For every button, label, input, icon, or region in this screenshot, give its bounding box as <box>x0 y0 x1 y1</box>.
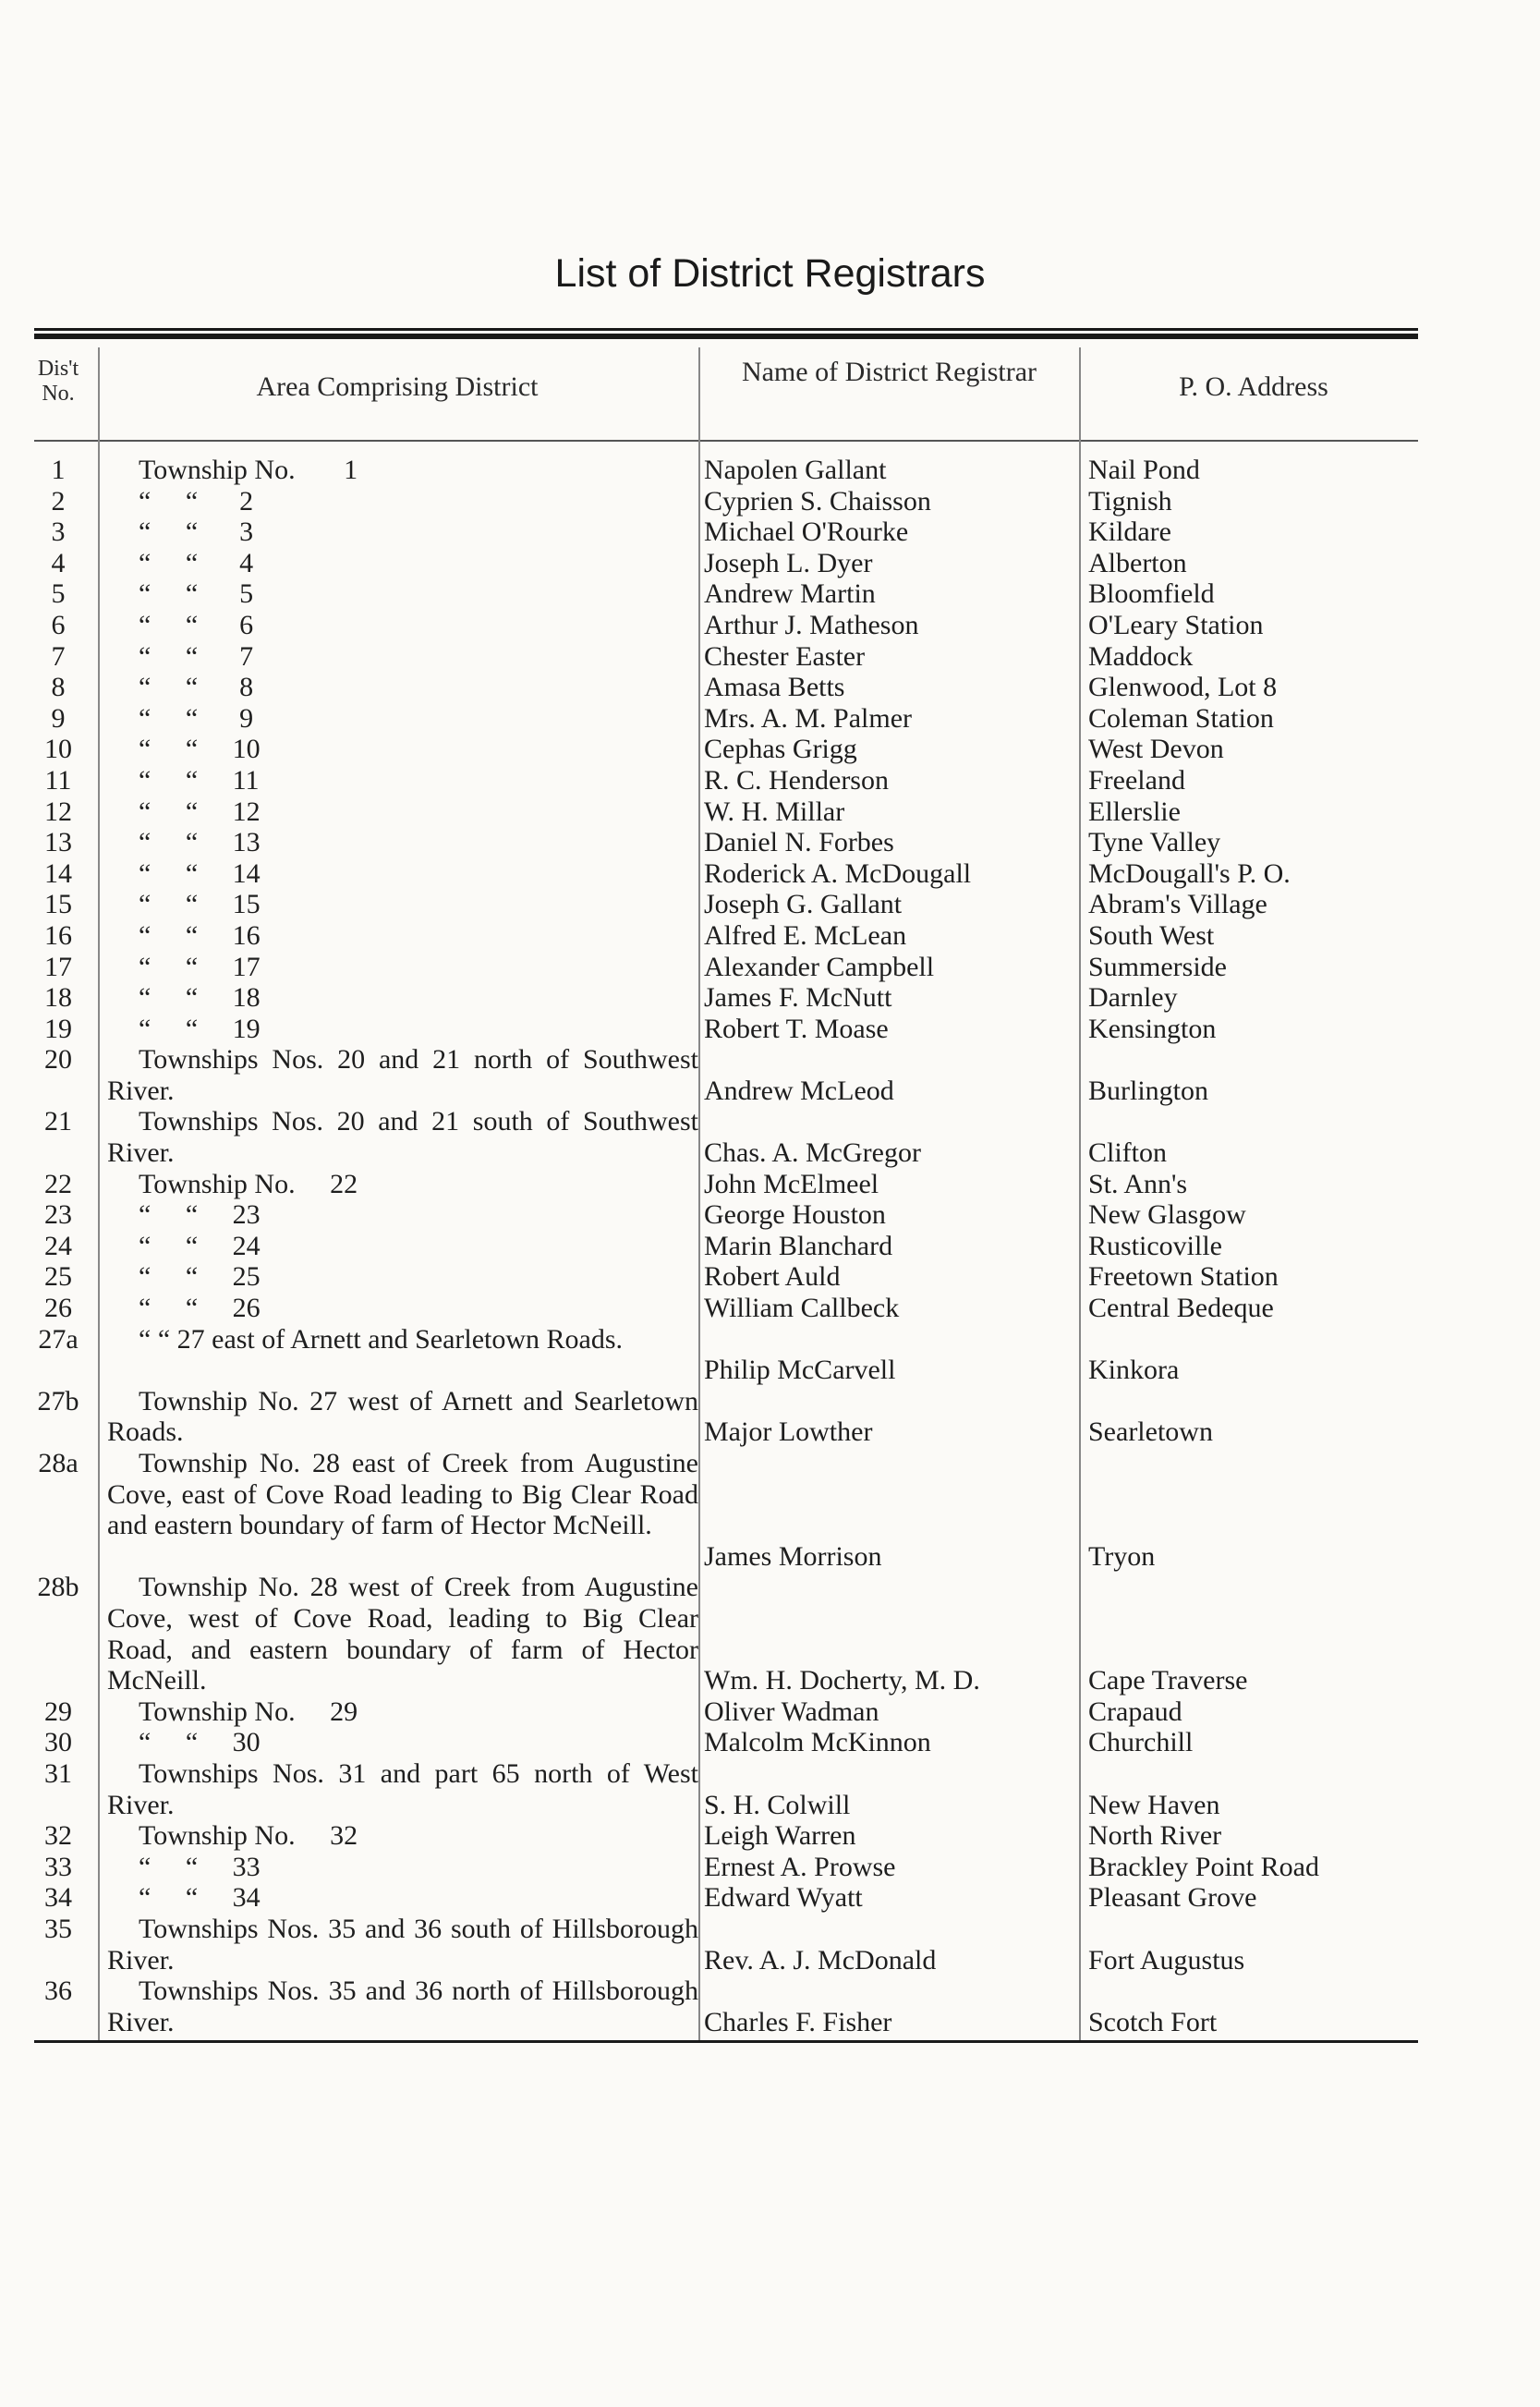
area-description: “ “ 14 <box>139 857 261 889</box>
area-description: “ “ 4 <box>139 547 254 578</box>
district-number: 22 <box>44 1168 72 1199</box>
district-number: 8 <box>51 672 66 703</box>
table-row <box>0 1852 1540 1883</box>
registrar-name: Alexander Campbell <box>704 951 935 982</box>
table-row <box>0 578 1540 610</box>
table-row <box>0 1106 1540 1168</box>
po-address: Searletown <box>1088 1416 1213 1448</box>
table-row <box>0 455 1540 486</box>
registrar-name: Napolen Gallant <box>704 455 887 485</box>
registrar-name: Charles F. Fisher <box>704 2006 892 2037</box>
table-row <box>0 765 1540 796</box>
district-number: 20 <box>44 1044 72 1076</box>
area-description: “ “ 3 <box>139 517 254 548</box>
table-row <box>0 827 1540 858</box>
po-address: Crapaud <box>1088 1696 1182 1727</box>
po-address: Burlington <box>1088 1075 1209 1106</box>
area-description: “ “ 9 <box>139 702 254 734</box>
district-number: 15 <box>44 889 72 920</box>
area-description: “ “ 8 <box>139 672 254 703</box>
area-description: “ “ 16 <box>139 919 261 951</box>
po-address: Bloomfield <box>1088 578 1215 610</box>
district-number: 9 <box>51 702 66 734</box>
po-address: New Glasgow <box>1088 1199 1246 1231</box>
registrar-name: Oliver Wadman <box>704 1696 879 1727</box>
district-number: 7 <box>51 640 66 672</box>
table-row <box>0 1914 1540 1975</box>
area-description: “ “ 6 <box>139 609 254 640</box>
po-address: Freeland <box>1088 764 1185 796</box>
table-row <box>0 920 1540 952</box>
district-number: 25 <box>44 1261 72 1293</box>
registrar-name: Joseph L. Dyer <box>704 547 873 578</box>
area-description: “ “ 15 <box>139 889 261 920</box>
area-description: Township No. 1 <box>139 455 358 485</box>
area-description: “ “ 33 <box>139 1851 261 1882</box>
column-header-address: P. O. Address <box>1179 371 1328 402</box>
area-description: “ “ 13 <box>139 827 261 858</box>
area-description: Townships Nos. 20 and 21 north of Southwest River. <box>107 1044 698 1106</box>
bottom-rule <box>34 2040 1418 2043</box>
column-header-district-no: Dis't No. <box>37 357 79 406</box>
po-address: Tignish <box>1088 485 1172 517</box>
table-row <box>0 1231 1540 1262</box>
district-number: 16 <box>44 919 72 951</box>
registrar-name: Cyprien S. Chaisson <box>704 485 931 517</box>
table-row <box>0 982 1540 1014</box>
registrar-name: W. H. Millar <box>704 796 845 827</box>
registrar-name: Ernest A. Prowse <box>704 1851 896 1882</box>
table-row <box>0 610 1540 641</box>
table-row <box>0 1261 1540 1293</box>
district-number: 5 <box>51 578 66 610</box>
po-address: West Devon <box>1088 734 1224 765</box>
table-row <box>0 548 1540 579</box>
table-row <box>0 1572 1540 1696</box>
area-description: Township No. 28 west of Creek from Augustine Cove, west of Cove Road, leading to Big Clear Road, and eastern boundary of farm of Hector McNeill. <box>107 1572 698 1696</box>
po-address: Scotch Fort <box>1088 2006 1218 2037</box>
po-address: Clifton <box>1088 1137 1168 1169</box>
district-number: 27b <box>37 1385 79 1416</box>
registrar-name: George Houston <box>704 1199 886 1231</box>
registrar-name: R. C. Henderson <box>704 764 889 796</box>
po-address: Pleasant Grove <box>1088 1882 1257 1914</box>
registrar-name: Chester Easter <box>704 640 866 672</box>
table-row <box>0 1975 1540 2037</box>
registrar-table <box>0 455 1540 2037</box>
area-description: Township No. 27 west of Arnett and Searletown Roads. <box>107 1385 698 1448</box>
po-address: Fort Augustus <box>1088 1944 1245 1975</box>
table-row <box>0 1293 1540 1324</box>
registrar-name: Alfred E. McLean <box>704 919 907 951</box>
district-number: 6 <box>51 609 66 640</box>
district-number: 32 <box>44 1820 72 1852</box>
district-number: 12 <box>44 796 72 827</box>
registrar-name: John McElmeel <box>704 1168 879 1199</box>
area-description: “ “ 27 east of Arnett and Searletown Roads. <box>139 1323 624 1355</box>
po-address: McDougall's P. O. <box>1088 857 1291 889</box>
district-number: 28a <box>38 1448 79 1478</box>
top-rule-thick <box>34 334 1418 339</box>
area-description: “ “ 25 <box>139 1261 261 1293</box>
area-description: “ “ 11 <box>139 764 260 796</box>
area-description: “ “ 30 <box>139 1727 261 1758</box>
po-address: Brackley Point Road <box>1088 1851 1319 1882</box>
registrar-name: Wm. H. Docherty, M. D. <box>704 1665 980 1696</box>
po-address: Maddock <box>1088 640 1194 672</box>
area-description: “ “ 17 <box>139 951 261 982</box>
po-address: Rusticoville <box>1088 1230 1222 1261</box>
registrar-name: Amasa Betts <box>704 672 845 703</box>
registrar-name: James F. McNutt <box>704 982 892 1014</box>
table-row <box>0 1044 1540 1106</box>
table-row <box>0 1758 1540 1820</box>
area-description: “ “ 2 <box>139 485 254 517</box>
registrar-name: Chas. A. McGregor <box>704 1137 921 1169</box>
po-address: North River <box>1088 1820 1222 1852</box>
registrar-name: S. H. Colwill <box>704 1789 851 1820</box>
district-number: 29 <box>44 1696 72 1727</box>
po-address: Coleman Station <box>1088 702 1274 734</box>
column-header-registrar: Name of District Registrar <box>741 357 1037 387</box>
registrar-name: Robert Auld <box>704 1261 841 1293</box>
district-number: 30 <box>44 1727 72 1758</box>
po-address: O'Leary Station <box>1088 609 1264 640</box>
district-number: 21 <box>44 1106 72 1137</box>
po-address: Cape Traverse <box>1088 1665 1248 1696</box>
po-address: Tryon <box>1088 1540 1156 1572</box>
po-address: Freetown Station <box>1088 1261 1279 1293</box>
district-number: 4 <box>51 547 66 578</box>
registrar-name: Michael O'Rourke <box>704 517 909 548</box>
po-address: Abram's Village <box>1088 889 1267 920</box>
registrar-name: Robert T. Moase <box>704 1013 889 1044</box>
area-description: “ “ 5 <box>139 578 254 610</box>
district-number: 2 <box>51 485 66 517</box>
district-number: 11 <box>44 764 72 796</box>
table-row <box>0 734 1540 765</box>
table-row <box>0 703 1540 735</box>
po-address: Alberton <box>1088 547 1187 578</box>
table-row <box>0 486 1540 517</box>
po-address: Churchill <box>1088 1727 1194 1758</box>
table-row <box>0 858 1540 890</box>
registrar-name: Joseph G. Gallant <box>704 889 903 920</box>
registrar-name: James Morrison <box>704 1540 882 1572</box>
top-rule <box>34 328 1418 331</box>
area-description: “ “ 34 <box>139 1882 261 1914</box>
table-row <box>0 952 1540 983</box>
po-address: Central Bedeque <box>1088 1293 1274 1324</box>
table-row <box>0 1882 1540 1914</box>
table-row <box>0 672 1540 703</box>
area-description: “ “ 26 <box>139 1293 261 1324</box>
registrar-name: Roderick A. McDougall <box>704 857 972 889</box>
district-number: 1 <box>51 455 66 485</box>
po-address: Darnley <box>1088 982 1178 1014</box>
table-row <box>0 1014 1540 1045</box>
registrar-name: Major Lowther <box>704 1416 873 1448</box>
district-number: 19 <box>44 1013 72 1044</box>
area-description: Township No. 22 <box>139 1168 358 1199</box>
table-row <box>0 1820 1540 1852</box>
po-address: Glenwood, Lot 8 <box>1088 672 1278 703</box>
district-number: 10 <box>44 734 72 765</box>
area-description: “ “ 24 <box>139 1230 261 1261</box>
district-number: 27a <box>38 1323 79 1355</box>
table-row <box>0 1199 1540 1231</box>
po-address: Kildare <box>1088 517 1171 548</box>
po-address: Ellerslie <box>1088 796 1181 827</box>
table-row <box>0 796 1540 828</box>
area-description: Townships Nos. 20 and 21 south of Southwest River. <box>107 1106 698 1169</box>
table-row <box>0 1448 1540 1572</box>
district-number: 26 <box>44 1293 72 1324</box>
table-row <box>0 517 1540 548</box>
registrar-name: Mrs. A. M. Palmer <box>704 702 912 734</box>
area-description: “ “ 12 <box>139 796 261 827</box>
area-description: “ “ 19 <box>139 1013 261 1044</box>
area-description: “ “ 7 <box>139 640 254 672</box>
district-number: 13 <box>44 827 72 858</box>
table-row <box>0 641 1540 673</box>
district-number: 24 <box>44 1230 72 1261</box>
po-address: New Haven <box>1088 1789 1220 1820</box>
po-address: Summerside <box>1088 951 1227 982</box>
registrar-name: Andrew McLeod <box>704 1075 894 1106</box>
area-description: “ “ 10 <box>139 734 261 765</box>
table-row <box>0 1324 1540 1386</box>
column-header-area: Area Comprising District <box>256 371 539 402</box>
po-address: Kinkora <box>1088 1355 1180 1386</box>
po-address: St. Ann's <box>1088 1168 1188 1199</box>
area-description: Townships Nos. 31 and part 65 north of West River. <box>107 1757 698 1820</box>
registrar-name: Philip McCarvell <box>704 1355 896 1386</box>
district-number: 33 <box>44 1851 72 1882</box>
district-number: 23 <box>44 1199 72 1231</box>
po-address: Kensington <box>1088 1013 1217 1044</box>
district-number: 18 <box>44 982 72 1014</box>
district-number: 14 <box>44 857 72 889</box>
po-address: Nail Pond <box>1088 455 1200 485</box>
po-address: South West <box>1088 919 1215 951</box>
district-number: 31 <box>44 1757 72 1789</box>
area-description: Townships Nos. 35 and 36 south of Hillsborough River. <box>107 1913 698 1975</box>
header-rule <box>34 440 1418 442</box>
area-description: Township No. 32 <box>139 1820 358 1852</box>
registrar-name: Rev. A. J. McDonald <box>704 1944 937 1975</box>
district-number: 17 <box>44 951 72 982</box>
table-row <box>0 1696 1540 1728</box>
table-row <box>0 1169 1540 1200</box>
area-description: “ “ 23 <box>139 1199 261 1231</box>
table-row <box>0 889 1540 920</box>
area-description: Townships Nos. 35 and 36 north of Hillsborough River. <box>107 1975 698 2037</box>
registrar-name: Cephas Grigg <box>704 734 857 765</box>
district-number: 28b <box>37 1572 79 1603</box>
registrar-name: Malcolm McKinnon <box>704 1727 931 1758</box>
area-description: Township No. 29 <box>139 1696 358 1727</box>
district-number: 3 <box>51 517 66 548</box>
district-number: 36 <box>44 1975 72 2007</box>
registrar-name: Leigh Warren <box>704 1820 856 1852</box>
registrar-name: Marin Blanchard <box>704 1230 893 1261</box>
registrar-name: William Callbeck <box>704 1293 900 1324</box>
registrar-name: Arthur J. Matheson <box>704 609 919 640</box>
registrar-name: Daniel N. Forbes <box>704 827 894 858</box>
registrar-name: Andrew Martin <box>704 578 876 610</box>
district-number: 35 <box>44 1913 72 1944</box>
table-row <box>0 1386 1540 1448</box>
table-row <box>0 1727 1540 1758</box>
po-address: Tyne Valley <box>1088 827 1221 858</box>
registrar-name: Edward Wyatt <box>704 1882 863 1914</box>
area-description: Township No. 28 east of Creek from Augustine Cove, east of Cove Road leading to Big Clear Road and eastern boundary of farm of Hector McNeill. <box>107 1448 698 1541</box>
district-number: 34 <box>44 1882 72 1914</box>
area-description: “ “ 18 <box>139 982 261 1014</box>
page-title: List of District Registrars <box>554 251 986 296</box>
